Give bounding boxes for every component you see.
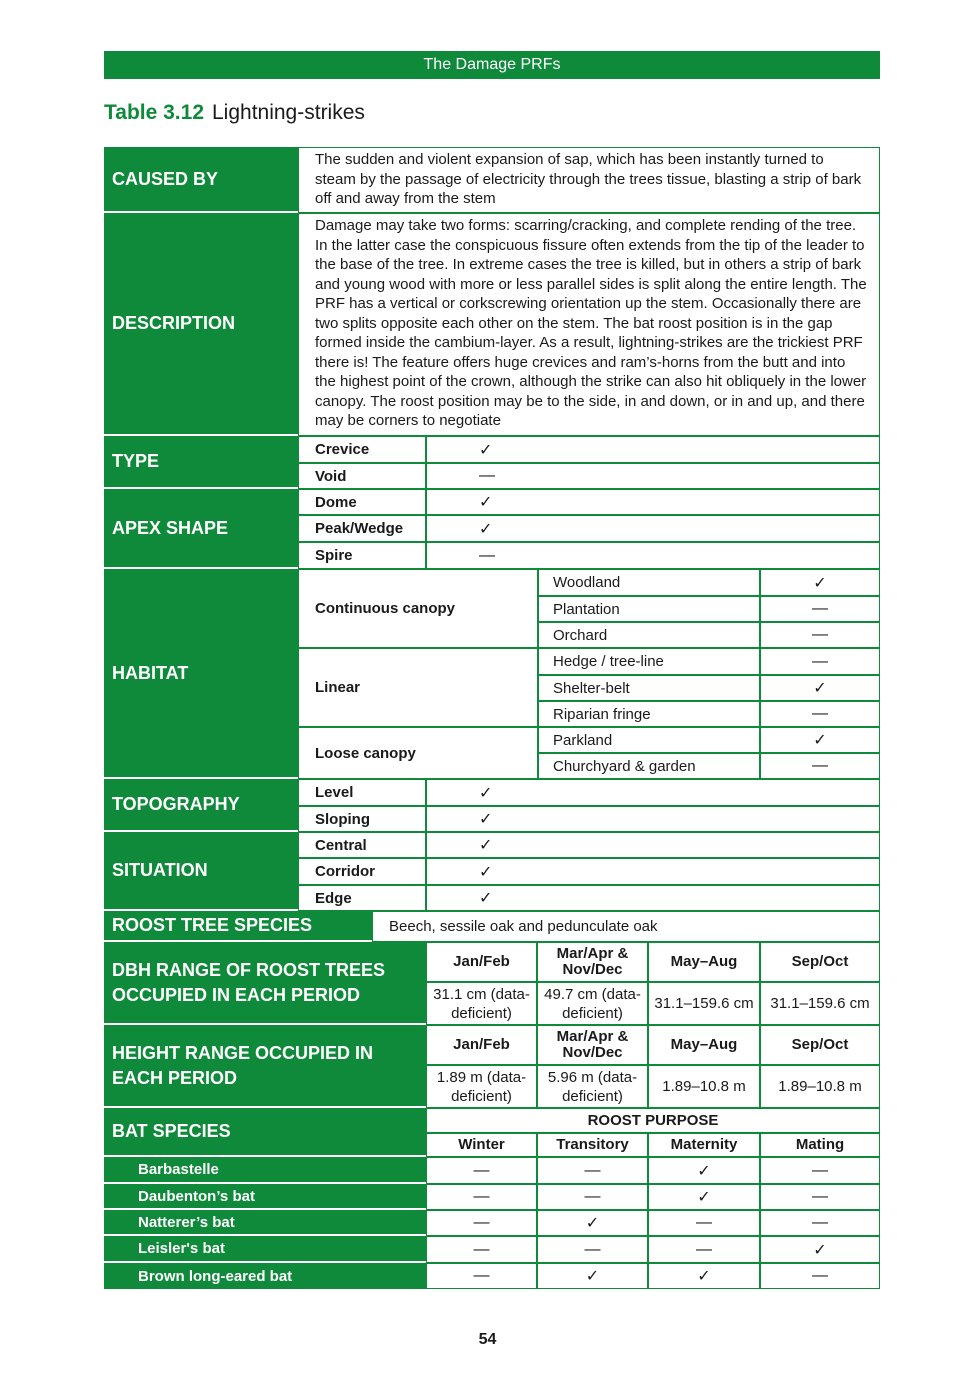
apex-name: Spire <box>298 542 426 569</box>
height-period: May–Aug <box>648 1025 760 1065</box>
bat-name: Brown long-eared bat <box>104 1263 426 1289</box>
dbh-period: Sep/Oct <box>760 942 880 982</box>
habitat-value: ✓ <box>760 727 880 753</box>
habitat-group: Continuous canopy <box>298 569 538 648</box>
habitat-label: HABITAT <box>104 569 298 779</box>
bat-value: — <box>760 1210 880 1236</box>
type-name: Crevice <box>298 436 426 463</box>
caused-by-label: CAUSED BY <box>104 147 298 213</box>
habitat-group: Linear <box>298 648 538 727</box>
description-text: Damage may take two forms: scarring/cracking, and complete rending of the tree. In the latter case the conspicuous fissure often extends from the tip of the leader to the base of the tree. In extreme cases the tree is killed, but in others a strip of bark and young wood with more or less parallel sides is split along the entire length. The PRF has a vertical or corkscrewing orientation up the stem. Occasionally there are two splits opposite each other on the stem. The bat roost position is in the gap formed inside the cambium-layer. As a result, lightning-strikes are the trickiest PRF there is! The feature offers huge crevices and ram’s-horns from the butt and into the highest point of the crown, although the strike can also hit obliquely in the lower canopy. The roost position may be to the side, in and down, or in and up, and there may be corners to negotiate <box>298 213 880 436</box>
dbh-value: 31.1 cm (data-deficient) <box>426 982 537 1025</box>
height-label: HEIGHT RANGE OCCUPIED IN EACH PERIOD <box>104 1025 426 1108</box>
apex-value: ✓ <box>426 489 880 515</box>
dbh-value: 31.1–159.6 cm <box>648 982 760 1025</box>
dbh-period: Jan/Feb <box>426 942 537 982</box>
table-name: Lightning-strikes <box>212 101 365 124</box>
page-number: 54 <box>478 1331 497 1348</box>
situation-label: SITUATION <box>104 832 298 911</box>
bat-value: ✓ <box>760 1236 880 1263</box>
table-number: Table 3.12 <box>104 101 204 124</box>
habitat-item: Parkland <box>538 727 760 753</box>
apex-shape-label: APEX SHAPE <box>104 489 298 569</box>
topography-label: TOPOGRAPHY <box>104 779 298 832</box>
bat-value: — <box>537 1157 648 1184</box>
bat-value: — <box>426 1210 537 1236</box>
bat-value: — <box>426 1184 537 1210</box>
bat-value: ✓ <box>648 1263 760 1289</box>
apex-value: — <box>426 542 880 569</box>
bat-value: ✓ <box>537 1210 648 1236</box>
description-label: DESCRIPTION <box>104 213 298 436</box>
habitat-value: — <box>760 596 880 622</box>
caused-by-text: The sudden and violent expansion of sap, which has been instantly turned to steam by the passage of electricity through the trees tissue, blasting a strip of bark off and away from the stem <box>298 147 880 213</box>
height-value: 1.89–10.8 m <box>648 1065 760 1108</box>
bat-name: Leisler's bat <box>104 1236 426 1263</box>
bat-value: — <box>426 1236 537 1263</box>
purpose-header: Transitory <box>537 1133 648 1157</box>
topography-value: ✓ <box>426 779 880 806</box>
bat-value: ✓ <box>537 1263 648 1289</box>
dbh-value: 31.1–159.6 cm <box>760 982 880 1025</box>
type-name: Void <box>298 463 426 489</box>
situation-value: ✓ <box>426 858 880 885</box>
habitat-value: — <box>760 648 880 675</box>
habitat-item: Riparian fringe <box>538 701 760 727</box>
dbh-label: DBH RANGE OF ROOST TREES OCCUPIED IN EACH PERIOD <box>104 942 426 1025</box>
bat-value: — <box>760 1157 880 1184</box>
bat-value: — <box>648 1236 760 1263</box>
roost-tree-species-label: ROOST TREE SPECIES <box>104 911 372 942</box>
habitat-item: Plantation <box>538 596 760 622</box>
topography-value: ✓ <box>426 806 880 832</box>
bat-value: — <box>537 1236 648 1263</box>
habitat-group: Loose canopy <box>298 727 538 779</box>
table-title <box>104 101 365 125</box>
habitat-value: — <box>760 622 880 648</box>
purpose-header: Mating <box>760 1133 880 1157</box>
apex-name: Peak/Wedge <box>298 515 426 542</box>
habitat-value: ✓ <box>760 569 880 596</box>
habitat-item: Woodland <box>538 569 760 596</box>
bat-name: Barbastelle <box>104 1157 426 1184</box>
habitat-item: Churchyard & garden <box>538 753 760 779</box>
type-label: TYPE <box>104 436 298 489</box>
habitat-value: ✓ <box>760 675 880 701</box>
bat-name: Daubenton’s bat <box>104 1184 426 1210</box>
habitat-item: Shelter-belt <box>538 675 760 701</box>
height-value: 1.89 m (data-deficient) <box>426 1065 537 1108</box>
purpose-header: Maternity <box>648 1133 760 1157</box>
bat-value: — <box>426 1263 537 1289</box>
dbh-period: May–Aug <box>648 942 760 982</box>
bat-value: ✓ <box>648 1157 760 1184</box>
page-header: The Damage PRFs <box>104 51 880 79</box>
habitat-value: — <box>760 701 880 727</box>
situation-value: ✓ <box>426 832 880 858</box>
height-period: Mar/Apr & Nov/Dec <box>537 1025 648 1065</box>
bat-species-label: BAT SPECIES <box>104 1108 426 1157</box>
roost-tree-species-text: Beech, sessile oak and pedunculate oak <box>372 911 880 942</box>
bat-value: — <box>537 1184 648 1210</box>
height-period: Jan/Feb <box>426 1025 537 1065</box>
bat-value: — <box>426 1157 537 1184</box>
habitat-item: Hedge / tree-line <box>538 648 760 675</box>
situation-name: Corridor <box>298 858 426 885</box>
situation-name: Edge <box>298 885 426 911</box>
bat-name: Natterer’s bat <box>104 1210 426 1236</box>
dbh-period: Mar/Apr & Nov/Dec <box>537 942 648 982</box>
type-value: — <box>426 463 880 489</box>
height-period: Sep/Oct <box>760 1025 880 1065</box>
situation-name: Central <box>298 832 426 858</box>
height-value: 1.89–10.8 m <box>760 1065 880 1108</box>
bat-value: ✓ <box>648 1184 760 1210</box>
habitat-item: Orchard <box>538 622 760 648</box>
prf-table <box>104 147 880 1302</box>
habitat-value: — <box>760 753 880 779</box>
bat-value: — <box>760 1184 880 1210</box>
dbh-value: 49.7 cm (data-deficient) <box>537 982 648 1025</box>
roost-purpose-label: ROOST PURPOSE <box>426 1108 880 1133</box>
topography-name: Sloping <box>298 806 426 832</box>
apex-value: ✓ <box>426 515 880 542</box>
topography-name: Level <box>298 779 426 806</box>
apex-name: Dome <box>298 489 426 515</box>
bat-value: — <box>760 1263 880 1289</box>
type-value: ✓ <box>426 436 880 463</box>
situation-value: ✓ <box>426 885 880 911</box>
height-value: 5.96 m (data-deficient) <box>537 1065 648 1108</box>
bat-value: — <box>648 1210 760 1236</box>
purpose-header: Winter <box>426 1133 537 1157</box>
